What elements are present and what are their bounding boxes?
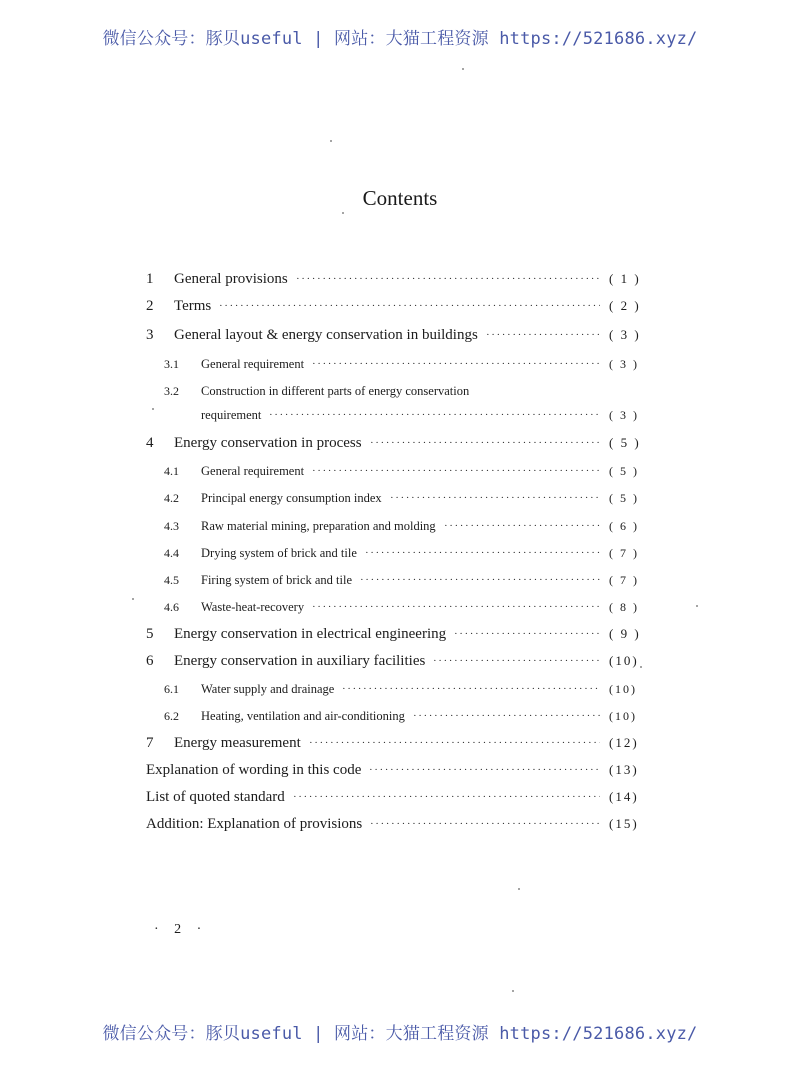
toc-entry-page: ( 8 ) (609, 600, 639, 614)
toc-entry-number: 6 (146, 653, 154, 669)
toc-entry (0, 678, 800, 700)
toc-entry-title: Firing system of brick and tile (201, 573, 353, 587)
dot-leader (309, 732, 600, 754)
toc-entry (0, 759, 800, 781)
toc-entry (0, 432, 800, 454)
toc-entry (0, 542, 800, 564)
toc-entry (0, 650, 800, 672)
toc-entry (0, 732, 800, 754)
toc-entry (0, 487, 800, 509)
toc-entry-page: (10) (609, 682, 637, 696)
toc-entry (0, 813, 800, 835)
toc-entry-title: Energy conservation in process (174, 435, 362, 451)
toc-entry-number: 1 (146, 271, 154, 287)
dot-leader (369, 759, 600, 781)
toc-entry-title: Terms (174, 298, 212, 314)
toc-entry-title: Raw material mining, preparation and molding (201, 519, 436, 533)
toc-entry-page: (13) (609, 762, 639, 777)
dot-leader (296, 268, 600, 290)
toc-entry-number: 6.2 (164, 709, 179, 723)
toc-entry-page: ( 5 ) (609, 491, 639, 505)
dot-leader (370, 813, 600, 835)
dot-leader (293, 786, 600, 808)
toc-entry-number: 4.3 (164, 519, 179, 533)
toc-entry-number: 2 (146, 298, 154, 314)
toc-entry-title: Addition: Explanation of provisions (146, 816, 363, 832)
scan-speck (342, 212, 344, 214)
toc-entry (0, 324, 800, 346)
toc-entry-number: 5 (146, 626, 154, 642)
toc-entry-page: ( 9 ) (609, 626, 641, 641)
dot-leader (269, 404, 600, 426)
toc-entry-page: ( 3 ) (609, 408, 639, 422)
toc-entry-number: 4.6 (164, 600, 179, 614)
toc-entry (0, 515, 800, 537)
toc-entry (0, 623, 800, 645)
scan-speck (132, 598, 134, 600)
toc-entry-title: General requirement (201, 357, 305, 371)
toc-entry-number: 3.1 (164, 357, 179, 371)
toc-entry (0, 295, 800, 317)
dot-leader (390, 487, 600, 509)
toc-entry-page: ( 1 ) (609, 271, 641, 286)
toc-entry-page: ( 3 ) (609, 357, 639, 371)
toc-entry-page: ( 5 ) (609, 435, 641, 450)
toc-entry (0, 705, 800, 727)
toc-entry-title: List of quoted standard (146, 789, 285, 805)
toc-entry-page: (10) (609, 709, 637, 723)
toc-entry-page: ( 6 ) (609, 519, 639, 533)
toc-entry-title: General requirement (201, 464, 305, 478)
dot-leader (312, 353, 600, 375)
toc-entry-number: 6.1 (164, 682, 179, 696)
dot-leader (454, 623, 600, 645)
toc-entry-number: 7 (146, 735, 154, 751)
toc-entry-title: Heating, ventilation and air-conditioning (201, 709, 405, 723)
toc-entry-number: 4.5 (164, 573, 179, 587)
scan-speck (330, 140, 332, 142)
toc-entry-page: (12) (609, 735, 639, 750)
dot-leader (312, 596, 600, 618)
page-title: Contents (362, 186, 438, 210)
toc-entry-continuation (0, 404, 800, 426)
scan-speck (152, 408, 154, 410)
toc-entry (0, 596, 800, 618)
toc-entry-number: 3 (146, 327, 154, 343)
toc-entry-page: ( 3 ) (609, 327, 641, 342)
toc-entry (0, 353, 800, 375)
toc-entry-title: Energy conservation in electrical engineering (174, 626, 447, 642)
toc-entry-page: (15) (609, 816, 639, 831)
toc-entry-number: 4.2 (164, 491, 179, 505)
scan-speck (518, 888, 520, 890)
toc-entry-title: Water supply and drainage (201, 682, 335, 696)
scan-speck (696, 605, 698, 607)
toc-entry-number: 3.2 (164, 384, 179, 398)
scan-speck (512, 990, 514, 992)
page-number: · 2 · (154, 922, 208, 937)
toc-entry-title: General layout & energy conservation in buildings (174, 327, 478, 343)
dot-leader (219, 295, 600, 317)
toc-entry-page: ( 5 ) (609, 464, 639, 478)
dot-leader (360, 569, 600, 591)
toc-entry-title: Explanation of wording in this code (146, 762, 362, 778)
toc-entry-page: (10) (609, 653, 639, 668)
watermark-footer: 微信公众号：豚贝useful | 网站：大猫工程资源 https://521686.xyz/ (102, 1024, 698, 1044)
toc-entry-title: Energy conservation in auxiliary facilities (174, 653, 426, 669)
dot-leader (342, 678, 600, 700)
toc-entry (0, 268, 800, 290)
toc-entry-page: ( 7 ) (609, 573, 639, 587)
scan-speck (640, 666, 642, 668)
toc-entry-title: Principal energy consumption index (201, 491, 382, 505)
toc-entry-page: ( 7 ) (609, 546, 639, 560)
dot-leader (413, 705, 600, 727)
toc-entry-page: (14) (609, 789, 639, 804)
toc-entry (0, 460, 800, 482)
toc-entry-number: 4.1 (164, 464, 179, 478)
dot-leader (433, 650, 600, 672)
toc-entry (0, 786, 800, 808)
toc-entry-page: ( 2 ) (609, 298, 641, 313)
toc-entry-title: General provisions (174, 271, 288, 287)
toc-entry-number: 4 (146, 435, 154, 451)
dot-leader (312, 460, 600, 482)
dot-leader (365, 542, 600, 564)
toc-entry (0, 569, 800, 591)
scan-speck (462, 68, 464, 70)
dot-leader (370, 432, 600, 454)
dot-leader (486, 324, 600, 346)
toc-entry (0, 380, 800, 402)
dot-leader (444, 515, 600, 537)
toc-entry-number: 4.4 (164, 546, 179, 560)
watermark-header: 微信公众号：豚贝useful | 网站：大猫工程资源 https://521686.xyz/ (102, 29, 698, 49)
toc-entry-title: Waste-heat-recovery (201, 600, 305, 614)
toc-entry-title: Drying system of brick and tile (201, 546, 357, 560)
toc-entry-title: Construction in different parts of energy conservation (201, 384, 470, 398)
toc-entry-title-continued: requirement (201, 408, 262, 422)
toc-entry-title: Energy measurement (174, 735, 301, 751)
